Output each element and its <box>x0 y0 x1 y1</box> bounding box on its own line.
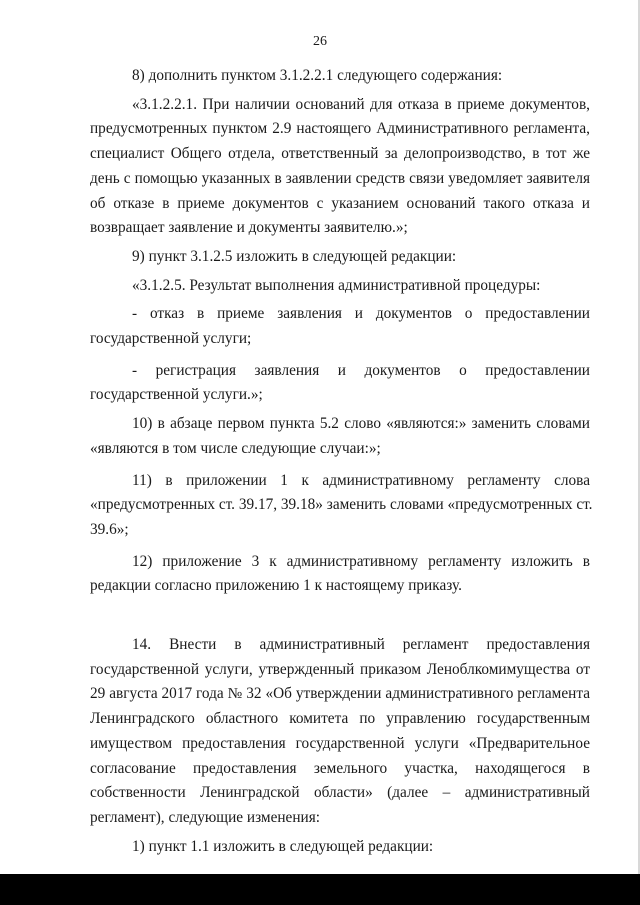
scan-bottom-bar <box>0 874 640 905</box>
text-line: предусмотренных пунктом 2.9 настоящего Административного регламента, <box>90 120 590 138</box>
text-line: государственной услуги, утвержденный приказом Леноблкомимущества от <box>90 660 590 678</box>
text-line: «3.1.2.5. Результат выполнения административной процедуры: <box>132 276 541 294</box>
text-line: регламент), следующие изменения: <box>90 808 321 826</box>
text-line: 10) в абзаце первом пункта 5.2 слово «являются:» заменить словами <box>132 415 590 433</box>
text-line: 39.6»; <box>90 520 129 538</box>
text-line: имуществом предоставления государственной услуги «Предварительное <box>90 734 590 752</box>
paragraph-item-14 <box>90 633 590 831</box>
text-line: Ленинградского областного комитета по управлению государственным <box>90 710 590 728</box>
text-line: государственной услуги.»; <box>90 386 263 404</box>
text-line: согласование предоставления земельного участка, находящегося в <box>90 759 590 777</box>
paragraph-item-10 <box>90 412 590 461</box>
text-line: 14. Внести в административный регламент предоставления <box>132 636 590 654</box>
paragraph-item-8 <box>90 64 590 89</box>
text-line: редакции согласно приложению 1 к настоящему приказу. <box>90 577 462 595</box>
list-item-registration <box>90 359 590 408</box>
text-line: 29 августа 2017 года № 32 «Об утверждении административного регламента <box>90 685 590 703</box>
text-line: «предусмотренных ст. 39.17, 39.18» заменить словами «предусмотренных ст. <box>90 496 593 514</box>
paragraph-3-1-2-2-1 <box>90 93 590 241</box>
text-line: - регистрация заявления и документов о предоставлении <box>132 361 590 379</box>
text-line: специалист Общего отдела, ответственный за делопроизводство, в тот же <box>90 145 590 163</box>
document-body <box>90 64 593 859</box>
text-line: «являются в том числе следующие случаи:»; <box>90 439 381 457</box>
list-item-refusal <box>90 302 590 351</box>
text-line: собственности Ленинградской области» (далее – административный <box>90 784 590 802</box>
paragraph-item-11 <box>90 469 593 543</box>
text-line: 11) в приложении 1 к административному регламенту слова <box>132 471 590 489</box>
paragraph-item-12 <box>90 550 590 599</box>
text-line: день с помощью указанных в заявлении средств связи уведомляет заявителя <box>90 169 590 187</box>
paragraph-item-1 <box>90 835 590 860</box>
text-line: 8) дополнить пунктом 3.1.2.2.1 следующего содержания: <box>132 67 503 84</box>
text-line: 12) приложение 3 к административному регламенту изложить в <box>132 552 590 570</box>
page-number: 26 <box>313 34 327 49</box>
text-line: 1) пункт 1.1 изложить в следующей редакции: <box>132 837 434 855</box>
text-line: возвращает заявление и документы заявителю.»; <box>90 219 408 237</box>
text-line: - отказ в приеме заявления и документов о предоставлении <box>132 305 590 323</box>
text-line: об отказе в приеме документов с указанием оснований такого отказа и <box>90 194 590 212</box>
paragraph-item-9 <box>90 245 590 270</box>
text-line: «3.1.2.2.1. При наличии оснований для отказа в приеме документов, <box>132 95 590 113</box>
paragraph-3-1-2-5 <box>90 274 590 299</box>
text-line: государственной услуги; <box>90 330 252 348</box>
text-line: 9) пункт 3.1.2.5 изложить в следующей редакции: <box>132 247 457 265</box>
